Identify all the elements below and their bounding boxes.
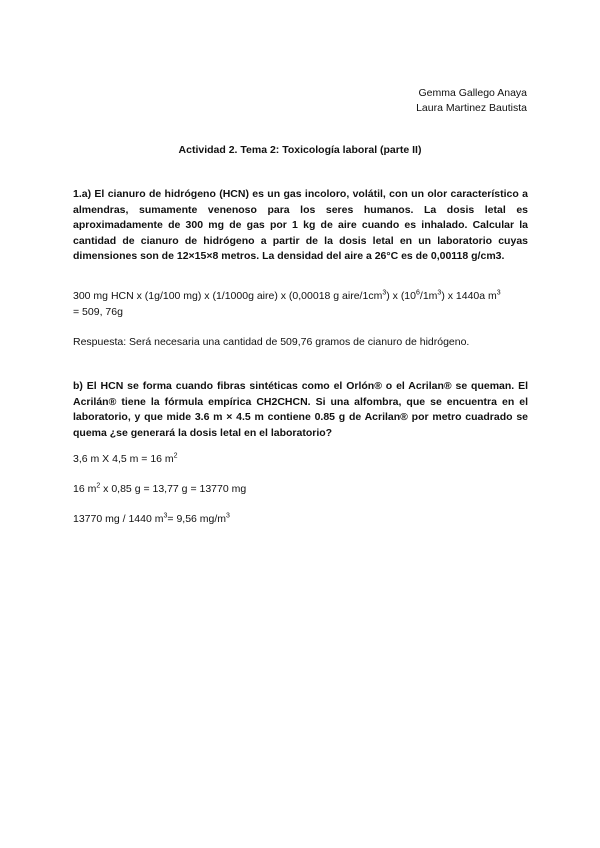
author-block <box>416 86 527 116</box>
calculation-step: 13770 mg / 1440 $m^3= 9,56$ $mg/m^3$ <box>73 512 230 525</box>
calculation-result: = 509, 76g <box>73 305 123 318</box>
document-title: Actividad 2. Tema 2: Toxicología laboral (parte II) <box>178 144 422 156</box>
calculation-1a <box>73 289 528 320</box>
calculation-step: 16 $m^2$ x 0,85 g = 13,77 g = 13770 mg <box>73 482 247 495</box>
author-name: Laura Martinez Bautista <box>416 102 527 114</box>
author-name: Gemma Gallego Anaya <box>418 87 527 99</box>
calculation-line: 300 mg HCN x (1g/100 mg) x (1/1000g aire) x (0,00018 g aire/$1cm^3$) x $(10^6/1m^3)$ x 1440a $m^3$ <box>73 289 501 302</box>
calculation-step: 3,6 m X 4,5 m = 16 $m^2$ <box>73 452 178 465</box>
answer-1a: Respuesta: Será necesaria una cantidad de 509,76 gramos de cianuro de hidrógeno. <box>73 336 470 348</box>
question-1b: b) El HCN se forma cuando fibras sintéticas como el Orlón® o el Acrilan® se queman. El Acrilán® tiene la fórmula empírica CH2CHCN. Si una alfombra, que se encuentra en el laboratorio, y que mide 3.6 m × 4.5 m contiene 0.85 g de Acrilan® por metro cuadrado se quema ¿se generará la dosis letal en el laboratorio? <box>73 380 528 439</box>
question-1a: 1.a) El cianuro de hidrógeno (HCN) es un gas incoloro, volátil, con un olor característico a almendras, sumamente venenoso para los seres humanos. La dosis letal es aproximadamente de 300 mg de gas por 1 kg de aire cuando es inhalado. Calcular la cantidad de cianuro de hidrógeno a partir de la dosis letal en un laboratorio cuyas dimensiones son de 12×15×8 metros. La densidad del aire a 26°C es de 0,00118 g/cm3. <box>73 188 528 263</box>
